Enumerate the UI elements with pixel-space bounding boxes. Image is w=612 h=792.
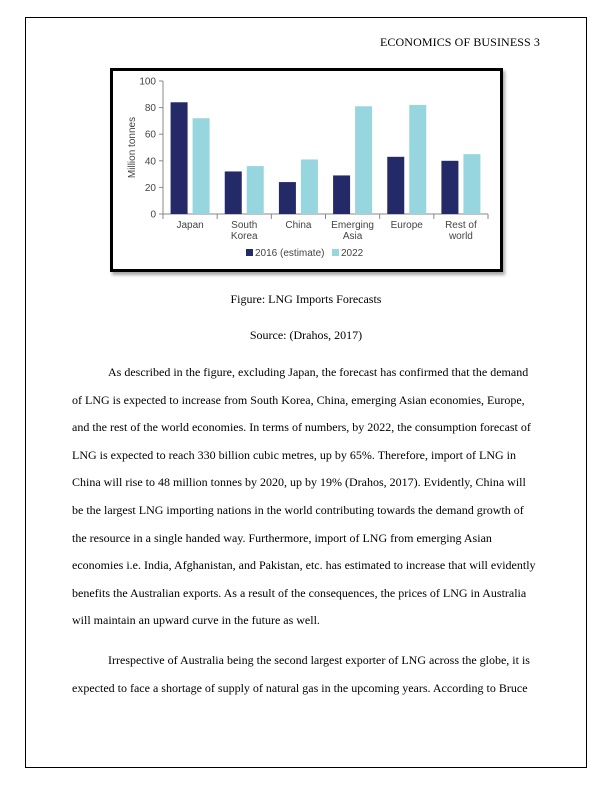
body-paragraph-1-text: As described in the figure, excluding Japan, the forecast has confirmed that the demand of LNG is expected to increase from South Korea, China, emerging Asian economies, Europe, and the rest of the world economies. In terms of numbers, by 2022, the consumption forecast of LNG is expected to reach 330 billion cubic metres, up by 65%. Therefore, import of LNG in China will rise to 48 million tonnes by 2020, up by 19% (Drahos, 2017). Evidently, China will be the largest LNG importing nations in the world contributing towards the demand growth of the resource in a single handed way. Furthermore, import of LNG from emerging Asian economies i.e. India, Afghanistan, and Pakistan, etc. has estimated to increase that will evidently benefits the Australian exports. As a result of the consequences, the prices of LNG in Australia will maintain an upward curve in the future as well. — [72, 365, 536, 628]
bar-2022 — [463, 154, 480, 214]
y-tick-label: 60 — [144, 129, 156, 141]
body-paragraph-2-text: Irrespective of Australia being the second largest exporter of LNG across the globe, it is expected to face a shortage of supply of natural gas in the upcoming years. According to Bruce — [72, 653, 530, 695]
bar-2016 — [333, 175, 350, 214]
bar-2016 — [387, 157, 404, 214]
figure-caption: Figure: LNG Imports Forecasts — [230, 292, 382, 306]
y-tick-label: 40 — [144, 156, 156, 168]
y-tick-label: 0 — [150, 209, 156, 221]
bar-2022 — [409, 105, 426, 214]
legend-label: 2016 (estimate) — [255, 248, 325, 259]
lng-imports-chart — [113, 71, 500, 269]
legend-label: 2022 — [341, 248, 364, 259]
bar-2016 — [225, 171, 242, 214]
bar-2016 — [441, 161, 458, 214]
bar-2022 — [247, 166, 264, 214]
x-tick-label: China — [285, 220, 312, 231]
y-tick-label: 80 — [144, 103, 156, 115]
x-tick-label: Japan — [176, 220, 204, 231]
x-tick-label: South Korea — [230, 220, 258, 242]
legend-swatch — [246, 249, 253, 256]
figure-source: Source: (Drahos, 2017) — [249, 328, 363, 342]
y-tick-label: 100 — [139, 76, 156, 88]
bar-2016 — [171, 102, 188, 214]
figure-frame — [110, 68, 503, 272]
bar-2016 — [279, 182, 296, 214]
bar-2022 — [301, 159, 318, 214]
bar-2022 — [193, 118, 210, 214]
x-tick-label: Europe — [390, 220, 423, 231]
body-paragraph-2 — [72, 647, 540, 702]
running-head: ECONOMICS OF BUSINESS 3 — [380, 35, 540, 49]
legend-swatch — [332, 249, 339, 256]
bar-2022 — [355, 106, 372, 214]
y-axis-title: Million tonnes — [127, 116, 138, 179]
body-paragraph-1 — [72, 359, 540, 635]
x-tick-label: Rest of world — [445, 220, 477, 242]
y-tick-label: 20 — [144, 182, 156, 194]
x-tick-label: Emerging Asia — [331, 220, 374, 242]
